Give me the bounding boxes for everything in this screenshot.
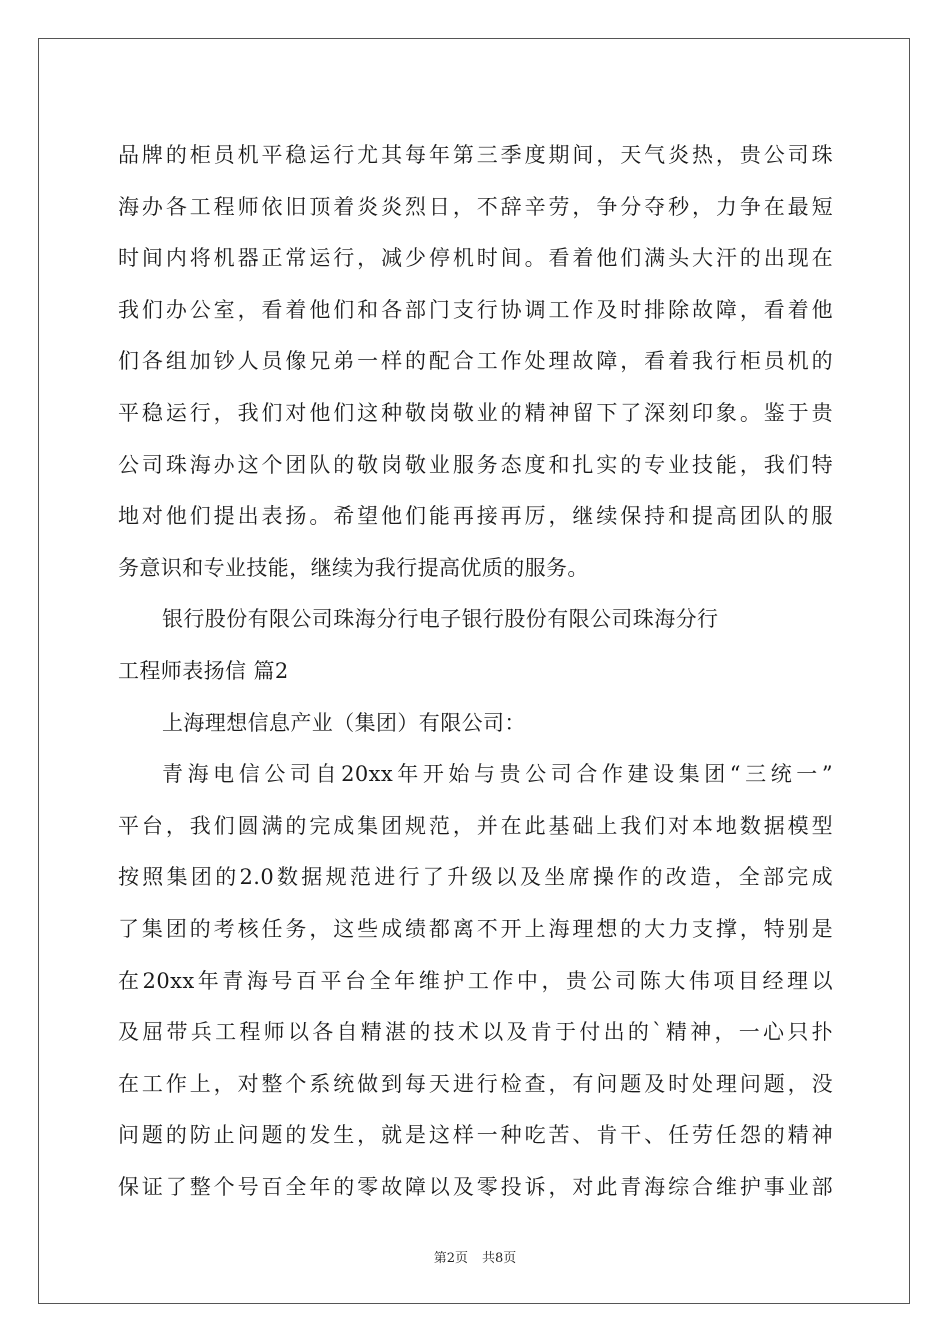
text-line: 青海电信公司自20xx年开始与贵公司合作建设集团“三统一” <box>162 762 833 787</box>
text-line: 公司珠海办这个团队的敬岗敬业服务态度和扎实的专业技能，我们特 <box>118 452 833 477</box>
text-line: 我们办公室，看着他们和各部门支行协调工作及时排除故障，看着他 <box>118 297 833 322</box>
page-number: 第2页 <box>433 1251 468 1266</box>
text-line: 问题的防止问题的发生，就是这样一种吃苦、肯干、任劳任怨的精神 <box>118 1123 833 1148</box>
paragraph-1 <box>118 130 833 594</box>
document-body <box>118 130 833 1213</box>
text-line: 品牌的柜员机平稳运行尤其每年第三季度期间，天气炎热，贵公司珠 <box>118 143 833 167</box>
text-line: 了集团的考核任务，这些成绩都离不开上海理想的大力支撑，特别是 <box>118 916 833 941</box>
signature: 银行股份有限公司珠海分行电子银行股份有限公司珠海分行 <box>162 607 719 632</box>
page-footer <box>0 1247 950 1266</box>
text-line: 们各组加钞人员像兄弟一样的配合工作处理故障，看着我行柜员机的 <box>118 349 833 374</box>
section-heading: 工程师表扬信 篇2 <box>118 658 289 683</box>
text-line: 时间内将机器正常运行，减少停机时间。看着他们满头大汗的出现在 <box>118 246 833 271</box>
text-line: 按照集团的2.0数据规范进行了升级以及坐席操作的改造，全部完成 <box>118 865 833 890</box>
text-line: 保证了整个号百全年的零故障以及零投诉，对此青海综合维护事业部 <box>118 1174 833 1199</box>
text-line: 平台，我们圆满的完成集团规范，并在此基础上我们对本地数据模型 <box>118 813 833 838</box>
text-line: 地对他们提出表扬。希望他们能再接再厉，继续保持和提高团队的服 <box>118 504 833 529</box>
text-line: 海办各工程师依旧顶着炎炎烈日，不辞辛劳，争分夺秒，力争在最短 <box>118 194 833 219</box>
text-line: 在工作上，对整个系统做到每天进行检查，有问题及时处理问题，没 <box>118 1071 833 1096</box>
salutation: 上海理想信息产业（集团）有限公司： <box>162 710 526 735</box>
text-line: 在20xx年青海号百平台全年维护工作中，贵公司陈大伟项目经理以 <box>118 968 833 993</box>
page-total: 共8页 <box>482 1251 517 1266</box>
text-line: 平稳运行，我们对他们这种敬岗敬业的精神留下了深刻印象。鉴于贵 <box>118 400 833 425</box>
text-line: 务意识和专业技能，继续为我行提高优质的服务。 <box>118 555 589 580</box>
paragraph-2 <box>118 749 833 1213</box>
text-line: 及屈带兵工程师以各自精湛的技术以及肯于付出的`精神，一心只扑 <box>118 1020 833 1045</box>
